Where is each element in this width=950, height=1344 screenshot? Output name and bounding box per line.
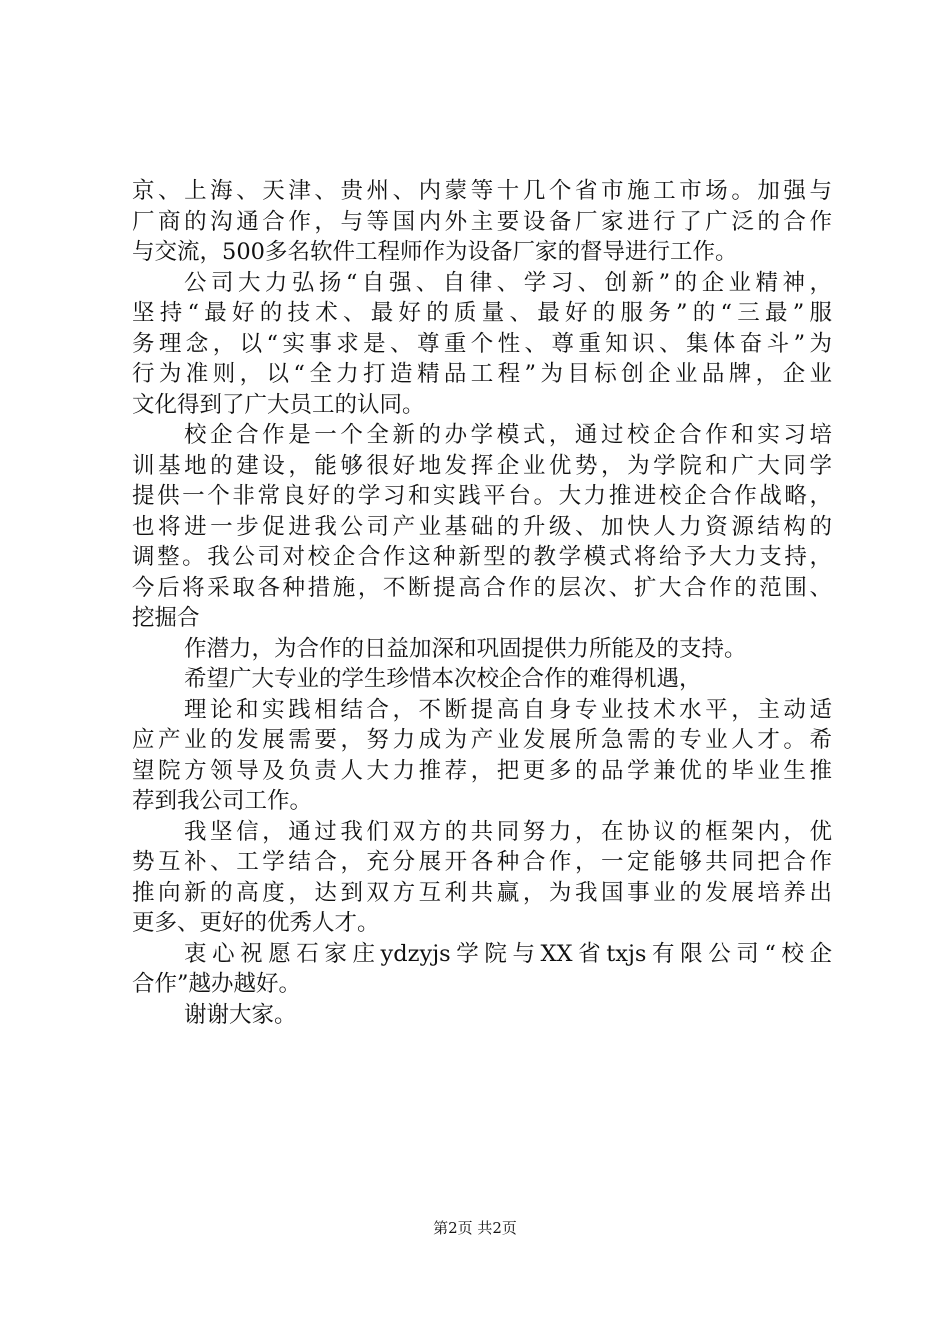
- text-line: 势互补、工学结合，充分展开各种合作，一定能够共同把合作: [132, 849, 832, 875]
- text-line: 应产业的发展需要，努力成为产业发展所急需的专业人才。希: [132, 727, 832, 753]
- text-line: 挖掘合: [132, 605, 200, 631]
- text-line: 厂商的沟通合作，与等国内外主要设备厂家进行了广泛的合作: [132, 208, 832, 235]
- text-line: 望院方领导及负责人大力推荐，把更多的品学兼优的毕业生推: [132, 757, 832, 784]
- page-number-label: 第2页 共2页: [433, 1219, 517, 1237]
- text-line: 调整。我公司对校企合作这种新型的教学模式将给予大力支持，: [132, 544, 832, 570]
- text-line: 今后将采取各种措施，不断提高合作的层次、扩大合作的范围、: [132, 574, 832, 601]
- text-line: 谢谢大家。: [184, 1001, 297, 1028]
- text-line: 行为准则，以“全力打造精品工程”为目标创企业品牌，企业: [132, 361, 832, 387]
- text-line: 训基地的建设，能够很好地发挥企业优势，为学院和广大同学: [132, 452, 832, 479]
- text-line: 提供一个非常良好的学习和实践平台。大力推进校企合作战略，: [132, 483, 832, 509]
- text-line: 推向新的高度，达到双方互利共赢，为我国事业的发展培养出: [132, 879, 832, 906]
- text-line: 更多、更好的优秀人才。: [132, 910, 380, 936]
- text-line: 坚持“最好的技术、最好的质量、最好的服务”的“三最”服: [132, 300, 832, 326]
- text-line: 作潜力，为合作的日益加深和巩固提供力所能及的支持。: [184, 635, 747, 662]
- page-footer: [0, 1218, 950, 1238]
- text-line: 希望广大专业的学生珍惜本次校企合作的难得机遇，: [184, 666, 702, 692]
- text-line: 公司大力弘扬“自强、自律、学习、创新”的企业精神，: [184, 269, 832, 296]
- text-line: 也将进一步促进我公司产业基础的升级、加快人力资源结构的: [132, 513, 832, 540]
- text-line: 务理念，以“实事求是、尊重个性、尊重知识、集体奋斗”为: [132, 330, 832, 357]
- text-line: 文化得到了广大员工的认同。: [132, 391, 425, 418]
- text-line: 理论和实践相结合，不断提高自身专业技术水平，主动适: [184, 696, 832, 723]
- text-line: 荐到我公司工作。: [132, 788, 313, 814]
- text-line: 校企合作是一个全新的办学模式，通过校企合作和实习培: [184, 422, 832, 448]
- text-line: 我坚信，通过我们双方的共同努力，在协议的框架内，优: [184, 818, 832, 845]
- text-line: 衷心祝愿石家庄ydzyjs学院与XX省txjs有限公司“校企: [184, 940, 832, 967]
- text-line: 合作”越办越好。: [132, 971, 302, 997]
- text-line: 与交流，500多名软件工程师作为设备厂家的督导进行工作。: [132, 239, 738, 265]
- document-body: [132, 176, 832, 1030]
- text-line: 京、上海、天津、贵州、内蒙等十几个省市施工市场。加强与: [132, 178, 832, 204]
